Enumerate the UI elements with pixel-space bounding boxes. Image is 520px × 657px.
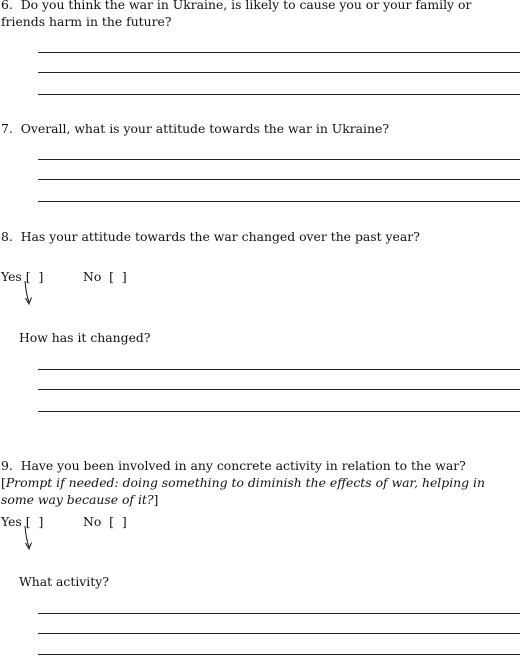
answer-line[interactable]: [38, 179, 520, 180]
yes-checkbox[interactable]: Yes [ ]: [1, 514, 44, 529]
question-number: 9.: [1, 458, 13, 473]
question-number: 8.: [1, 229, 13, 244]
answer-line[interactable]: [38, 389, 520, 390]
answer-line[interactable]: [38, 654, 520, 655]
followup-label: How has it changed?: [19, 330, 151, 345]
question-6: [1, 0, 519, 30]
yes-checkbox[interactable]: Yes [ ]: [1, 269, 44, 284]
question-text: Do you think the war in Ukraine, is likely to cause you or your family or friends harm in the future?: [1, 0, 472, 29]
followup-label: What activity?: [19, 574, 109, 589]
prompt-open-bracket: [: [1, 475, 6, 490]
question-8: [1, 228, 519, 245]
no-checkbox[interactable]: No [ ]: [83, 269, 127, 284]
answer-line[interactable]: [38, 94, 520, 95]
question-text: Has your attitude towards the war changed over the past year?: [20, 229, 420, 244]
question-7: [1, 120, 519, 137]
answer-line[interactable]: [38, 52, 520, 53]
interviewer-prompt: Prompt if needed: doing something to diminish the effects of war, helping in some way because of it?: [1, 475, 485, 507]
down-arrow-icon: [22, 280, 36, 310]
down-arrow-icon: [22, 525, 36, 555]
answer-line[interactable]: [38, 159, 520, 160]
question-number: 7.: [1, 121, 13, 136]
no-checkbox[interactable]: No [ ]: [83, 514, 127, 529]
answer-line[interactable]: [38, 72, 520, 73]
question-text: Overall, what is your attitude towards the war in Ukraine?: [20, 121, 389, 136]
question-number: 6.: [1, 0, 13, 12]
question-9: [1, 457, 519, 508]
prompt-close-bracket: ]: [153, 492, 159, 507]
answer-line[interactable]: [38, 369, 520, 370]
question-text: Have you been involved in any concrete activity in relation to the war?: [20, 458, 466, 473]
answer-line[interactable]: [38, 633, 520, 634]
answer-line[interactable]: [38, 201, 520, 202]
answer-line[interactable]: [38, 613, 520, 614]
answer-line[interactable]: [38, 411, 520, 412]
